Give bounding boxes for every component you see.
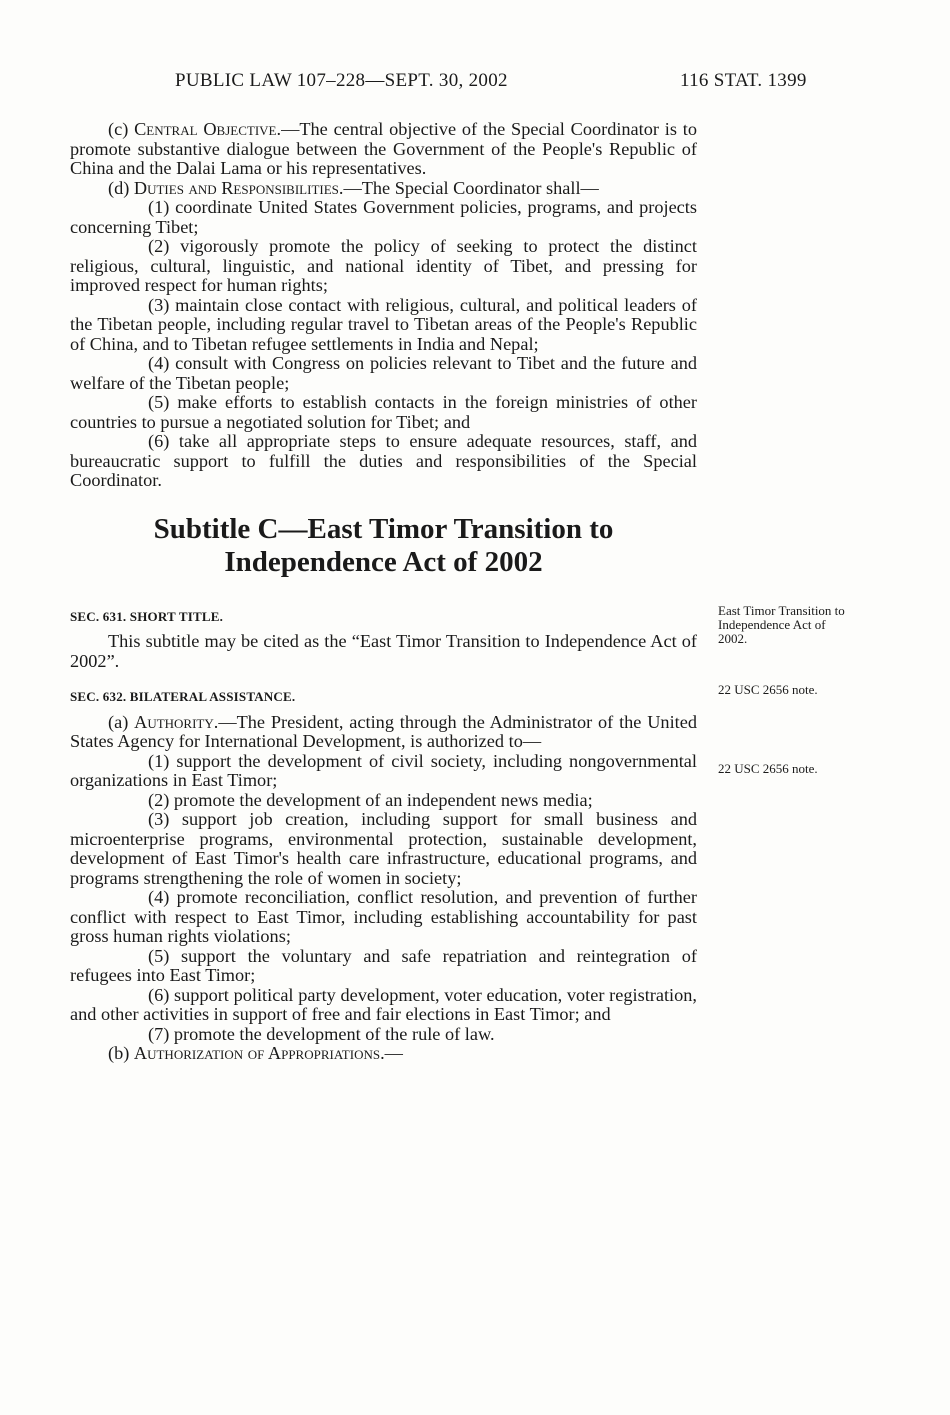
section-631-heading: SEC. 631. SHORT TITLE.	[70, 608, 224, 624]
section-632-heading: SEC. 632. BILATERAL ASSISTANCE.	[70, 689, 296, 704]
authority-item: (4) promote reconciliation, conflict resolution, and prevention of further conflict with respect to East Timor, including establishing accountability for past gross human rights violations;	[70, 887, 697, 946]
duty-item: (4) consult with Congress on policies relevant to Tibet and the future and welfare of the Tibetan people;	[70, 353, 697, 393]
margin-note-subtitle: East Timor Transition to Independence Act of 2002.	[718, 603, 845, 646]
authority-item: (5) support the voluntary and safe repatriation and reintegration of refugees into East Timor;	[70, 945, 697, 985]
section-632-b-heading: Authorization of Appropriations	[133, 1043, 381, 1063]
duty-item: (6) take all appropriate steps to ensure adequate resources, staff, and bureaucratic support to fulfill the duties and responsibilities of the Special Coordinator.	[70, 431, 697, 490]
section-632-a: (a) Authority.—The President, acting through the Administrator of the United States Agency for International Development, is authorized to—	[70, 711, 697, 751]
paragraph-d: (d) Duties and Responsibilities.—The Special Coordinator shall—	[108, 177, 599, 198]
margin-note-sec-631: 22 USC 2656 note.	[718, 682, 818, 697]
authority-item: (7) promote the development of the rule of law.	[148, 1023, 495, 1044]
section-632-a-heading: Authority	[134, 711, 214, 732]
authority-item: (6) support political party development, voter education, voter registration, and other activities in support of free and fair elections in East Timor; and	[70, 984, 697, 1024]
section-632-b: (b) Authorization of Appropriations.—	[108, 1043, 403, 1063]
authority-item: (1) support the development of civil society, including nongovernmental organizations in East Timor;	[70, 750, 697, 790]
duty-item: (3) maintain close contact with religious, cultural, and political leaders of the Tibetan people, including regular travel to Tibetan areas of the People's Republic of China, and to Tibetan refugee settlements in India and Nepal;	[70, 294, 697, 354]
authority-item: (3) support job creation, including support for small business and microenterprise programs, environmental protection, sustainable development, development of East Timor's health care infrastructure, educational programs, and programs strengthening the role of women in society;	[70, 809, 697, 888]
duty-item: (2) vigorously promote the policy of seeking to protect the distinct religious, cultural, linguistic, and national identity of Tibet, and pressing for improved respect for human rights;	[70, 236, 697, 295]
paragraph-c-heading: Central Objective	[134, 119, 277, 139]
paragraph-d-heading: Duties and Responsibilities	[133, 177, 339, 198]
header-page-number: 116 STAT. 1399	[680, 70, 807, 91]
margin-note-sec-632: 22 USC 2656 note.	[718, 761, 818, 776]
authority-item: (2) promote the development of an independent news media;	[148, 789, 593, 810]
duty-item: (1) coordinate United States Government policies, programs, and projects concerning Tibet;	[70, 197, 697, 237]
subtitle-heading: Subtitle C—East Timor Transition to Independence Act of 2002	[153, 512, 614, 578]
page-body	[70, 120, 697, 1064]
duty-item: (5) make efforts to establish contacts in the foreign ministries of other countries to pursue a negotiated solution for Tibet; and	[70, 392, 697, 432]
paragraph-c: (c) Central Objective.—The central objective of the Special Coordinator is to promote substantive dialogue between the Government of the People's Republic of China and the Dalai Lama or his representatives.	[70, 119, 697, 178]
section-631-text: This subtitle may be cited as the “East Timor Transition to Independence Act of 2002”.	[70, 631, 697, 671]
header-citation: PUBLIC LAW 107–228—SEPT. 30, 2002	[175, 70, 508, 91]
